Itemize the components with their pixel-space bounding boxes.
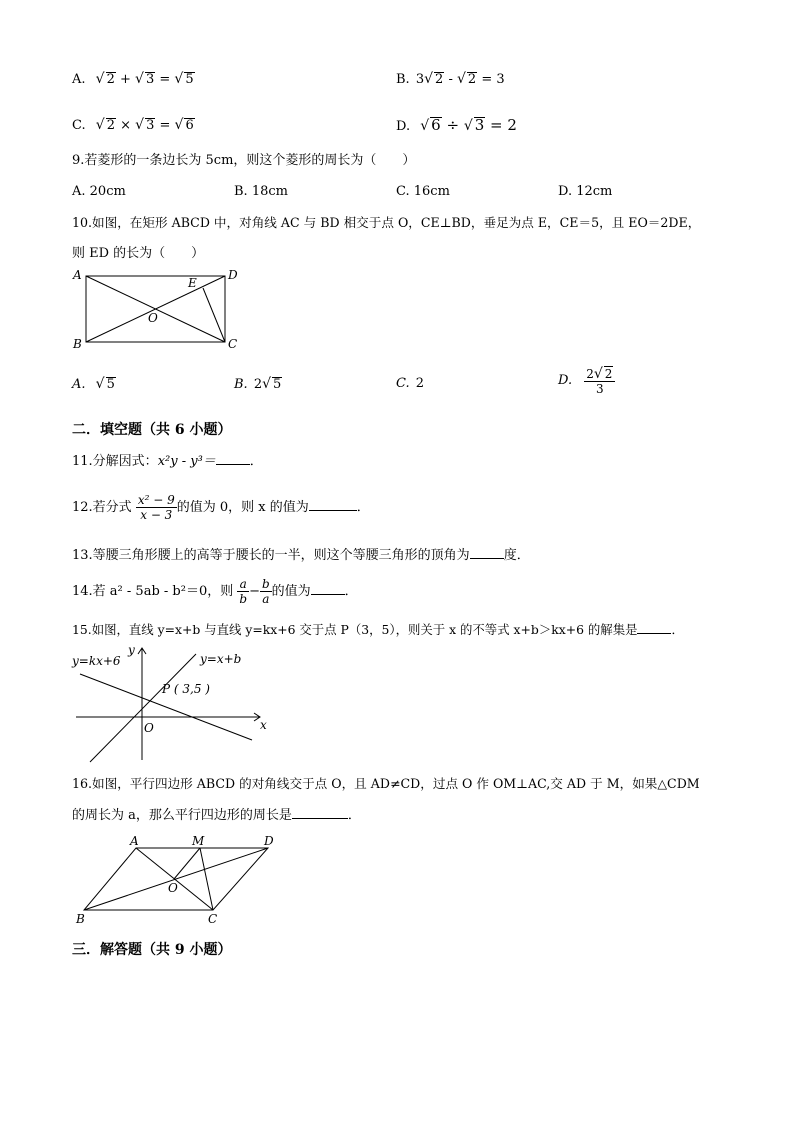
q12-suffix: 的值为 0，则 x 的值为 xyxy=(176,500,309,515)
q16-line2-text: 的周长为 a，那么平行四边形的周长是 xyxy=(72,808,292,823)
q15-label-x: x xyxy=(260,718,267,732)
q14-f1-denominator: b xyxy=(239,592,248,606)
q8-option-a xyxy=(72,70,195,89)
q14-f1-numerator: a xyxy=(237,577,249,592)
q16-line1: 16.如图，平行四边形 ABCD 的对角线交于点 O，且 AD≠CD，过点 O 作 OM⊥AC,交 AD 于 M，如果△CDM xyxy=(72,776,700,791)
q16-label-b: B xyxy=(76,912,85,926)
q15-label-origin: O xyxy=(144,721,154,735)
q9-option-b: B. 18cm xyxy=(234,184,288,199)
option-label: D. xyxy=(396,119,411,134)
q8-c-expression: √ 2 × √ 3 = √ 6 xyxy=(95,117,194,133)
q12-prefix: 12.若分式 xyxy=(72,500,132,515)
q16-end: ． xyxy=(347,808,361,823)
q8-option-c xyxy=(72,116,195,135)
option-label: B. xyxy=(234,377,248,392)
q15-end: ． xyxy=(671,622,684,637)
q13 xyxy=(72,546,530,565)
option-label: C. xyxy=(72,118,86,133)
q16-parallelogram-figure xyxy=(70,832,290,928)
q13-answer-blank[interactable] xyxy=(470,546,504,559)
q8-d-expression: √ 6 ÷ √ 3 = 2 xyxy=(420,116,517,134)
q10-c-value: 2 xyxy=(415,376,425,391)
q10-option-d xyxy=(558,366,615,396)
line-x-plus-b xyxy=(90,654,196,762)
q10-stem-line2: 则 ED 的长为（ ） xyxy=(72,246,205,261)
q10-option-c xyxy=(396,375,424,393)
q10-a-radicand: 5 xyxy=(106,377,115,392)
q14-f2-denominator: a xyxy=(262,592,270,606)
q10-d-denominator: 3 xyxy=(596,382,604,396)
q14-prefix: 14.若 a² - 5ab - b²＝0，则 xyxy=(72,584,234,599)
option-label: D. xyxy=(558,373,573,388)
q11-suffix: ． xyxy=(249,454,263,469)
q15-stem-text: 15.如图，直线 y=x+b 与直线 y=kx+6 交于点 P（3，5），则关于 x 的不等式 x+b＞kx+6 的解集是 xyxy=(72,622,638,637)
option-label: A. xyxy=(72,377,86,392)
q14-end: ． xyxy=(344,584,358,599)
q15-label-line1: y=kx+6 xyxy=(72,654,121,668)
q12 xyxy=(72,490,370,526)
q10-label-a: A xyxy=(73,268,82,282)
section-2-title: 二．填空题（共 6 小题） xyxy=(72,422,232,438)
q9-stem: 9.若菱形的一条边长为 5cm，则这个菱形的周长为（ ） xyxy=(72,153,416,168)
q16-label-c: C xyxy=(208,912,218,926)
q15-label-point: P ( 3,5 ) xyxy=(162,682,210,696)
q10-option-a: A. √ 5 xyxy=(72,376,115,392)
q15-label-line2: y=x+b xyxy=(200,652,242,666)
q16-answer-blank[interactable] xyxy=(292,806,348,819)
q11-prefix: 11.分解因式： xyxy=(72,454,158,469)
q14-f2-numerator: b xyxy=(261,577,270,591)
q10-label-o: O xyxy=(148,311,158,325)
q11 xyxy=(72,452,263,471)
q9-option-a: A. 20cm xyxy=(72,184,126,199)
q10-stem-line1: 10.如图，在矩形 ABCD 中，对角线 AC 与 BD 相交于点 O，CE⊥BD，垂足为点 E，CE＝5，且 EO＝2DE， xyxy=(72,215,701,230)
q9-option-d: D. 12cm xyxy=(558,184,613,199)
q10-b-coef: 2 xyxy=(253,377,263,392)
q16-line2 xyxy=(72,806,361,825)
q10-label-c: C xyxy=(228,337,238,351)
q10-d-radicand: 2 xyxy=(604,367,613,381)
q10-b-radicand: 5 xyxy=(273,377,282,392)
q16-label-m: M xyxy=(192,834,205,848)
q8-option-d xyxy=(396,116,517,136)
q13-end: 度． xyxy=(503,548,530,563)
q15-graph-figure xyxy=(70,640,280,770)
q12-denominator: x − 3 xyxy=(140,508,173,522)
q9-option-c: C. 16cm xyxy=(396,184,450,199)
q12-fraction xyxy=(136,493,177,522)
q12-answer-blank[interactable] xyxy=(309,498,357,511)
section-3-title: 三．解答题（共 9 小题） xyxy=(72,942,232,958)
q14-answer-blank[interactable] xyxy=(311,582,345,595)
q14-fraction-2 xyxy=(260,577,272,606)
q14-suffix: 的值为 xyxy=(271,584,311,599)
option-label: B. xyxy=(396,72,410,87)
q12-end: ． xyxy=(356,500,370,515)
q10-option-b: B. 2√ 5 xyxy=(234,376,282,392)
q11-answer-blank[interactable] xyxy=(216,452,250,465)
q15-answer-blank[interactable] xyxy=(637,621,671,634)
q14-minus: − xyxy=(249,584,260,599)
q8-option-b xyxy=(396,70,505,89)
option-label: C. xyxy=(396,376,410,391)
q13-text: 13.等腰三角形腰上的高等于腰长的一半，则这个等腰三角形的顶角为 xyxy=(72,548,470,563)
q16-label-a: A xyxy=(130,834,139,848)
q8-a-expression: √ 2 + √ 3 = √ 5 xyxy=(95,71,194,87)
option-label: A. xyxy=(72,72,86,87)
q10-d-fraction: $\frac{2√ 2}{3}$ xyxy=(584,366,615,396)
q12-numerator: x² − 9 xyxy=(137,493,175,507)
q14 xyxy=(72,574,358,610)
q14-fraction-1 xyxy=(237,577,249,606)
q10-rectangle-figure xyxy=(70,266,250,356)
q10-label-b: B xyxy=(73,337,82,351)
q15-label-y: y xyxy=(128,643,135,657)
q15-stem xyxy=(72,621,684,639)
q8-b-expression: 3√ 2 - √ 2 = 3 xyxy=(415,71,505,87)
q16-label-d: D xyxy=(264,834,274,848)
q10-label-e: E xyxy=(188,276,197,290)
q10-label-d: D xyxy=(228,268,238,282)
q16-label-o: O xyxy=(168,881,178,895)
q10-d-coef: 2 xyxy=(586,367,594,381)
q11-expression: x²y - y³＝ xyxy=(157,454,216,469)
